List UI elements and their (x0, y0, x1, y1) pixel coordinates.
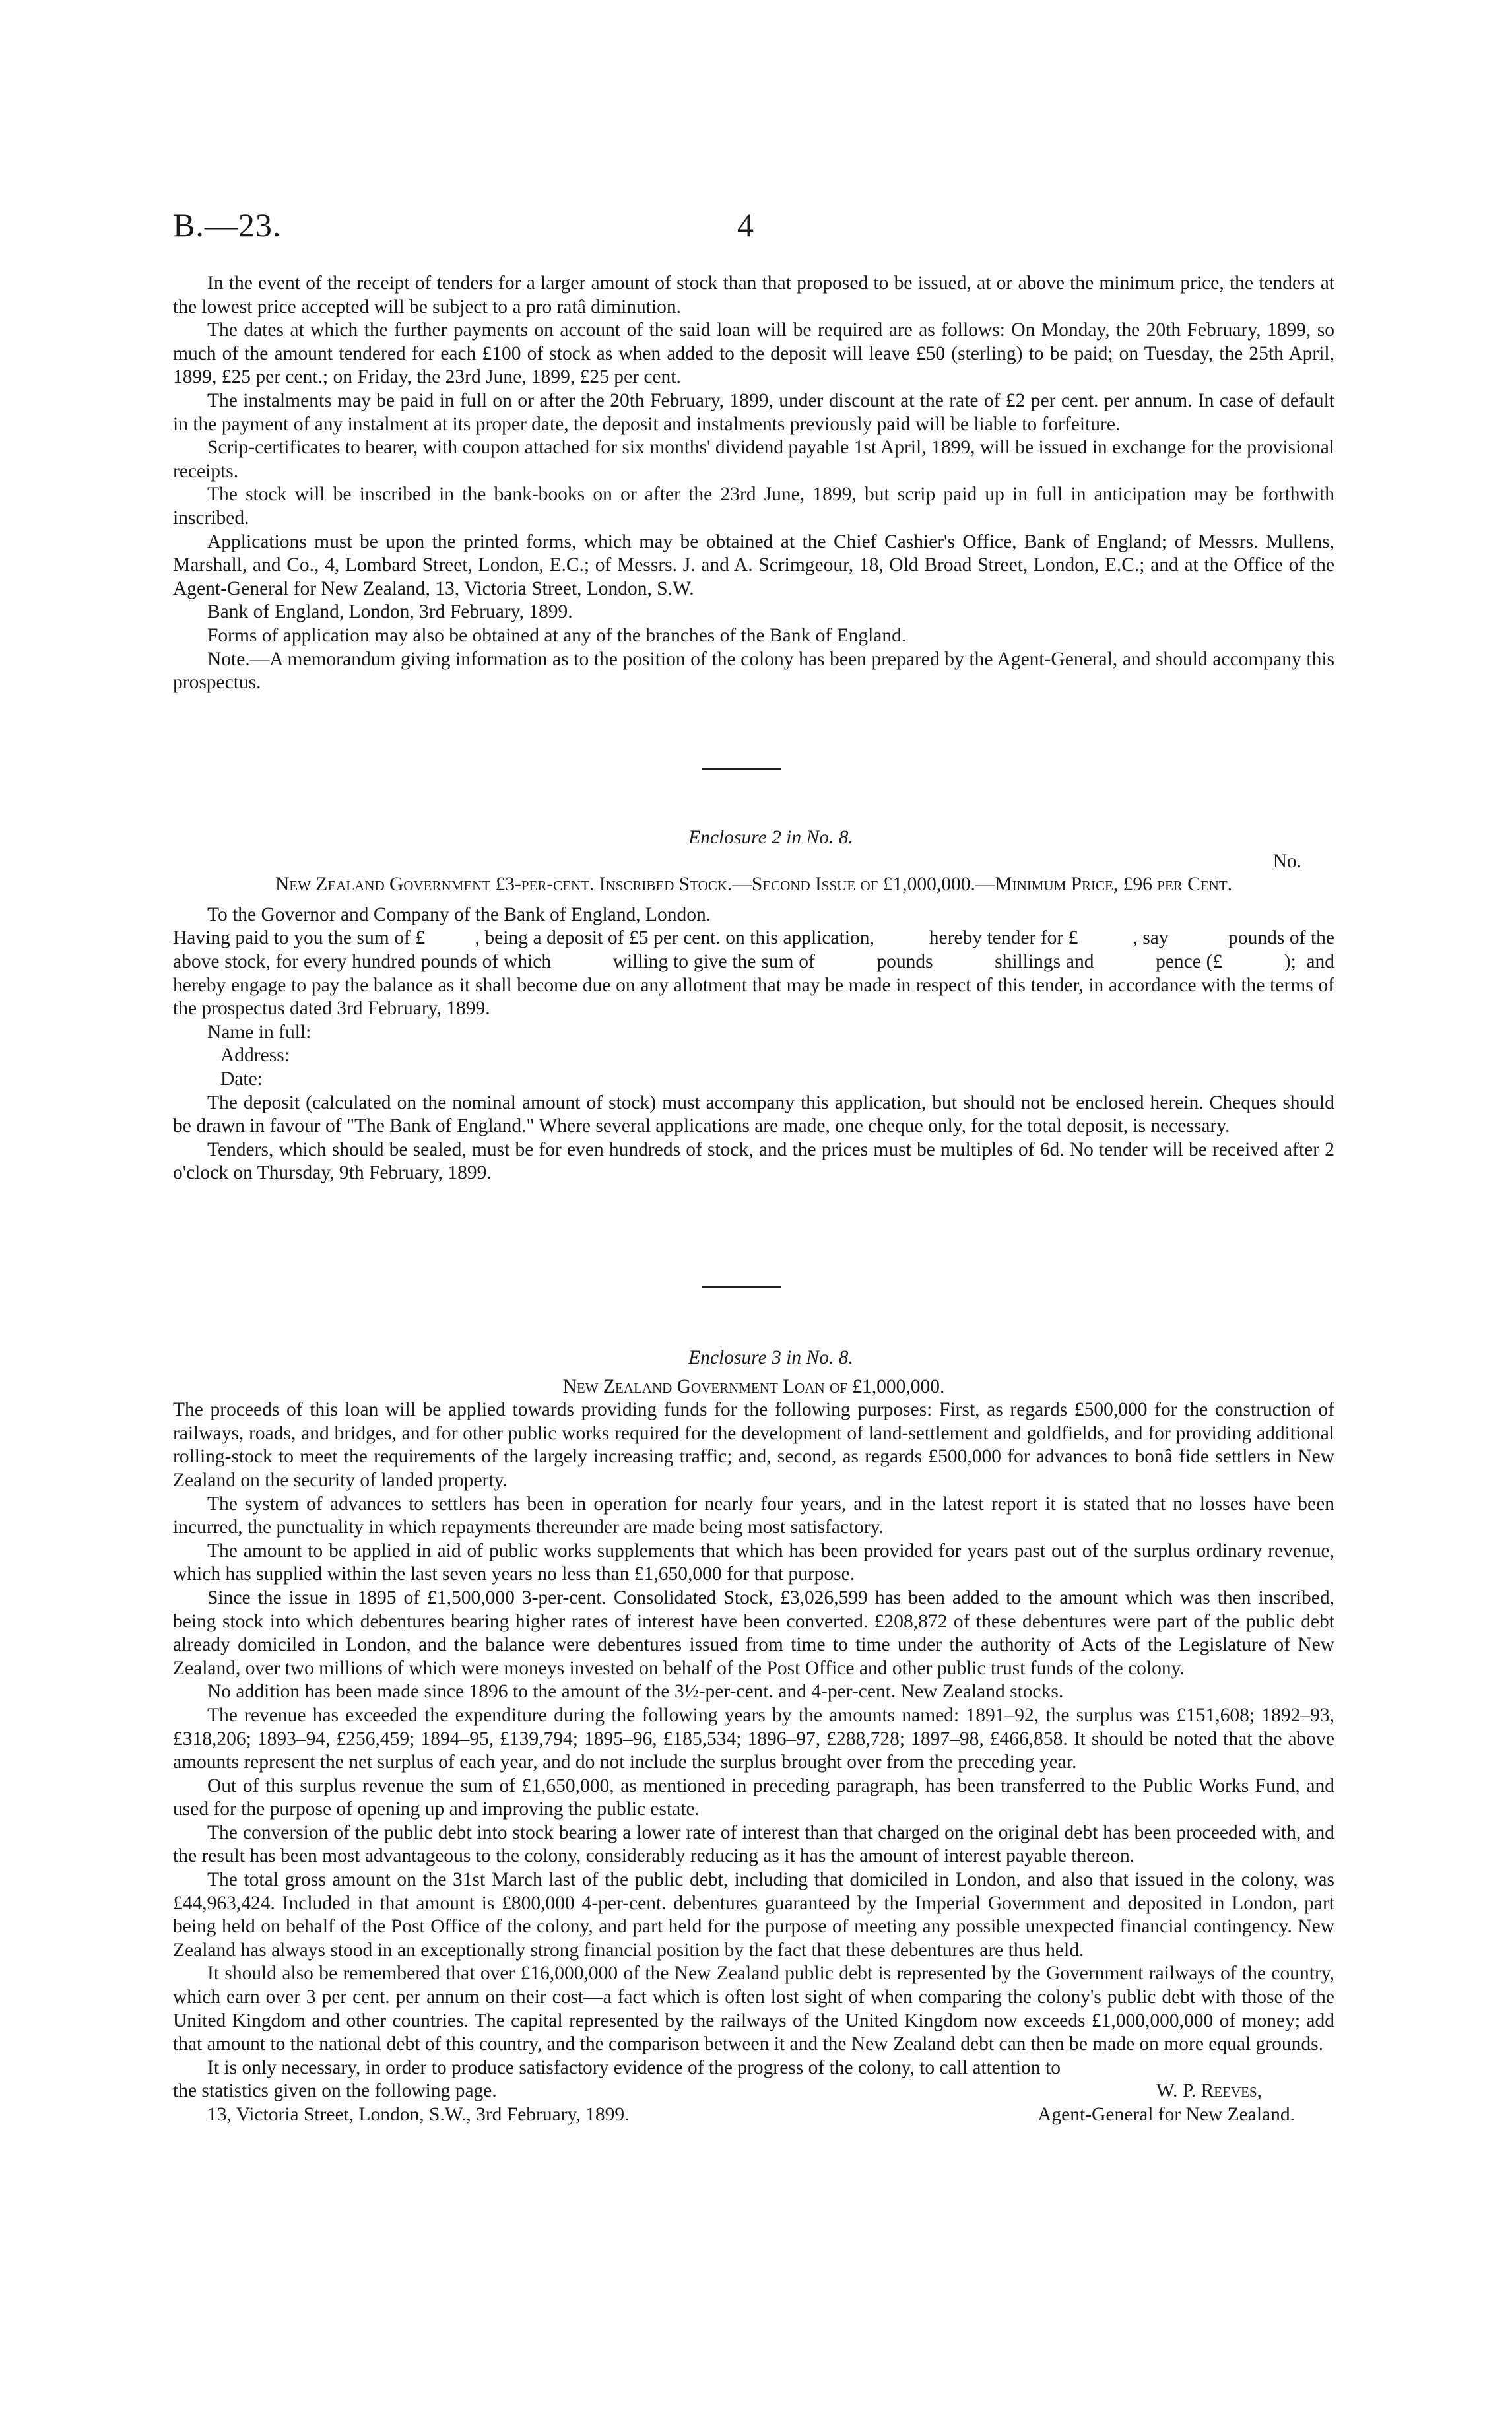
paragraph: The revenue has exceeded the expenditure during the following years by the amounts named: 1891–92, the surplus was £151,608; 1892–93, £318,206; 1893–94, £256,459; 1894–95, £139,794; 1895–96, £185,534; 1896–97, £288,728; 1897–98, £466,858. It should be noted that the above amounts represent the net surplus of each year, and do not include the surplus brought over from the preceding year. (173, 1704, 1334, 1773)
paragraph: The instalments may be paid in full on or after the 20th February, 1899, under discount at the rate of £2 per cent. per annum. In case of default in the payment of any instalment at its proper date, the deposit and instalments previously paid will be liable to forfeiture. (173, 389, 1334, 435)
address-field-label: Address: (220, 1045, 290, 1067)
paragraph: Bank of England, London, 3rd February, 1899. (207, 601, 573, 623)
note-paragraph: Note.—A memorandum giving information as to the position of the colony has been prepared by the Agent-General, and should accompany this prospectus. (173, 648, 1334, 694)
paragraph: Out of this surplus revenue the sum of £1,650,000, as mentioned in preceding paragraph, has been transferred to the Public Works Fund, and used for the purpose of opening up and improving the public estate. (173, 1775, 1334, 1820)
paragraph: Since the issue in 1895 of £1,500,000 3-per-cent. Consolidated Stock, £3,026,599 has been added to the amount which was then inscribed, being stock into which debentures bearing higher rates of interest have been converted. £208,872 of these debentures were part of the public debt already domiciled in London, and the balance were debentures issued from time to time under the authority of Acts of the Legislature of New Zealand, over two millions of which were moneys invested on behalf of the Post Office and other public trust funds of the colony. (173, 1587, 1334, 1679)
paragraph: The proceeds of this loan will be applied towards providing funds for the following purposes: First, as regards £500,000 for the construction of railways, roads, and bridges, and for other public works required for the development of land-settlement and goldfields, and for providing additional rolling-stock to meet the requirements of the largely increasing traffic; and, second, as regards £500,000 for advances to bonâ fide settlers in New Zealand on the security of landed property. (173, 1399, 1334, 1491)
paragraph: It should also be remembered that over £16,000,000 of the New Zealand public debt is represented by the Government railways of the country, which earn over 3 per cent. per annum on their cost—a fact which is often lost sight of when comparing the colony's public debt with those of the United Kingdom and other countries. The capital represented by the railways of the United Kingdom now exceeds £1,000,000,000 of money; add that amount to the national debt of this country, and the comparison between it and the New Zealand debt can then be made on more equal grounds. (173, 1963, 1334, 2055)
page-number: 4 (737, 207, 754, 244)
section-divider (702, 1286, 781, 1288)
paragraph: The deposit (calculated on the nominal amount of stock) must accompany this application, but should not be enclosed herein. Cheques should be drawn in favour of "The Bank of England." Where several applications are made, one cheque only, for the total deposit, is necessary. (173, 1092, 1334, 1137)
enclosure-title: Enclosure 3 in No. 8. (688, 1347, 853, 1368)
paragraph: In the event of the receipt of tenders for a larger amount of stock than that proposed to be issued, at or above the minimum price, the tenders at the lowest price accepted will be subject to a pro ratâ diminution. (173, 273, 1334, 317)
paragraph: The amount to be applied in aid of public works supplements that which has been provided for years past out of the surplus ordinary revenue, which has supplied within the last seven years no less than £1,650,000 for that purpose. (173, 1540, 1334, 1585)
name-field-label: Name in full: (207, 1021, 312, 1043)
prospectus-continuation (173, 272, 1334, 695)
paragraph: The system of advances to settlers has been in operation for nearly four years, and in the latest report it is stated that no losses have been incurred, the punctuality in which repayments thereunder are made being most satisfactory. (173, 1493, 1334, 1538)
running-head (173, 206, 1341, 252)
address-and-date: 13, Victoria Street, London, S.W., 3rd February, 1899. (207, 2104, 630, 2126)
paragraph: The total gross amount on the 31st March last of the public debt, including that domiciled in London, and also that issued in the colony, was £44,963,424. Included in that amount is £800,000 4-per-cent. debentures guaranteed by the Imperial Government and deposited in London, part being held on behalf of the Post Office of the colony, and part held for the purpose of meeting any possible unexpected financial contingency. New Zealand has always stood in an exceptionally strong financial position by the fact that these debentures are thus held. (173, 1869, 1334, 1961)
closing-paragraph: It is only necessary, in order to produce satisfactory evidence of the progress of the colony, to call attention to (207, 2056, 1061, 2078)
paragraph: No addition has been made since 1896 to the amount of the 3½-per-cent. and 4-per-cent. New Zealand stocks. (207, 1681, 1064, 1703)
closing-line-continued: the statistics given on the following page. (173, 2080, 497, 2102)
stock-heading: New Zealand Government £3-per-cent. Inscribed Stock.—Second Issue of £1,000,000.—Minimum Price, £96 per Cent. (275, 874, 1233, 896)
paragraph: The conversion of the public debt into stock bearing a lower rate of interest than that charged on the original debt has been proceeded with, and the result has been most advantageous to the colony, considerably reducing as it has the amount of interest payable thereon. (173, 1822, 1334, 1867)
paragraph: The dates at which the further payments on account of the said loan will be required are as follows: On Monday, the 20th February, 1899, so much of the amount tendered for each £100 of stock as when added to the deposit will leave £50 (sterling) to be paid; on Tuesday, the 25th April, 1899, £25 per cent.; on Friday, the 23rd June, 1899, £25 per cent. (173, 319, 1334, 388)
section-divider (702, 768, 781, 770)
signatory-title: Agent-General for New Zealand. (1037, 2104, 1295, 2126)
paragraph: Tenders, which should be sealed, must be for even hundreds of stock, and the prices must be multiples of 6d. No tender will be received after 2 o'clock on Thursday, 9th February, 1899. (173, 1138, 1334, 1184)
document-reference: B.—23. (173, 207, 282, 244)
date-field-label: Date: (220, 1068, 263, 1090)
addressee: To the Governor and Company of the Bank of England, London. (207, 904, 711, 925)
signature-block (173, 2080, 1334, 2127)
paragraph: Scrip-certificates to bearer, with coupon attached for six months' dividend payable 1st April, 1899, will be issued in exchange for the provisional receipts. (173, 437, 1334, 482)
enclosure-title: Enclosure 2 in No. 8. (688, 827, 853, 848)
signatory-name: W. P. Reeves, (1156, 2080, 1262, 2102)
form-number-label: No. (1272, 850, 1301, 872)
tender-form-text: Having paid to you the sum of £ , being a deposit of £5 per cent. on this application, hereby tender for £ , say pounds of the above stock, for every hundred pounds of which willing to give the sum of pounds shillings and pence (£ ); and hereby engage to pay the balance as it shall become due on any allotment that may be made in respect of this tender, in accordance with the terms of the prospectus dated 3rd February, 1899. (173, 927, 1393, 1020)
enclosure-3 (173, 1346, 1334, 2127)
paragraph: Applications must be upon the printed forms, which may be obtained at the Chief Cashier's Office, Bank of England; of Messrs. Mullens, Marshall, and Co., 4, Lombard Street, London, E.C.; of Messrs. J. and A. Scrimgeour, 18, Old Broad Street, London, E.C.; and at the Office of the Agent-General for New Zealand, 13, Victoria Street, London, S.W. (173, 531, 1334, 599)
paragraph: The stock will be inscribed in the bank-books on or after the 23rd June, 1899, but scrip paid up in full in anticipation may be forthwith inscribed. (173, 484, 1334, 529)
enclosure-2 (173, 826, 1393, 1185)
loan-heading: New Zealand Government Loan of £1,000,000. (562, 1375, 945, 1397)
paragraph: Forms of application may also be obtained at any of the branches of the Bank of England. (207, 624, 907, 646)
